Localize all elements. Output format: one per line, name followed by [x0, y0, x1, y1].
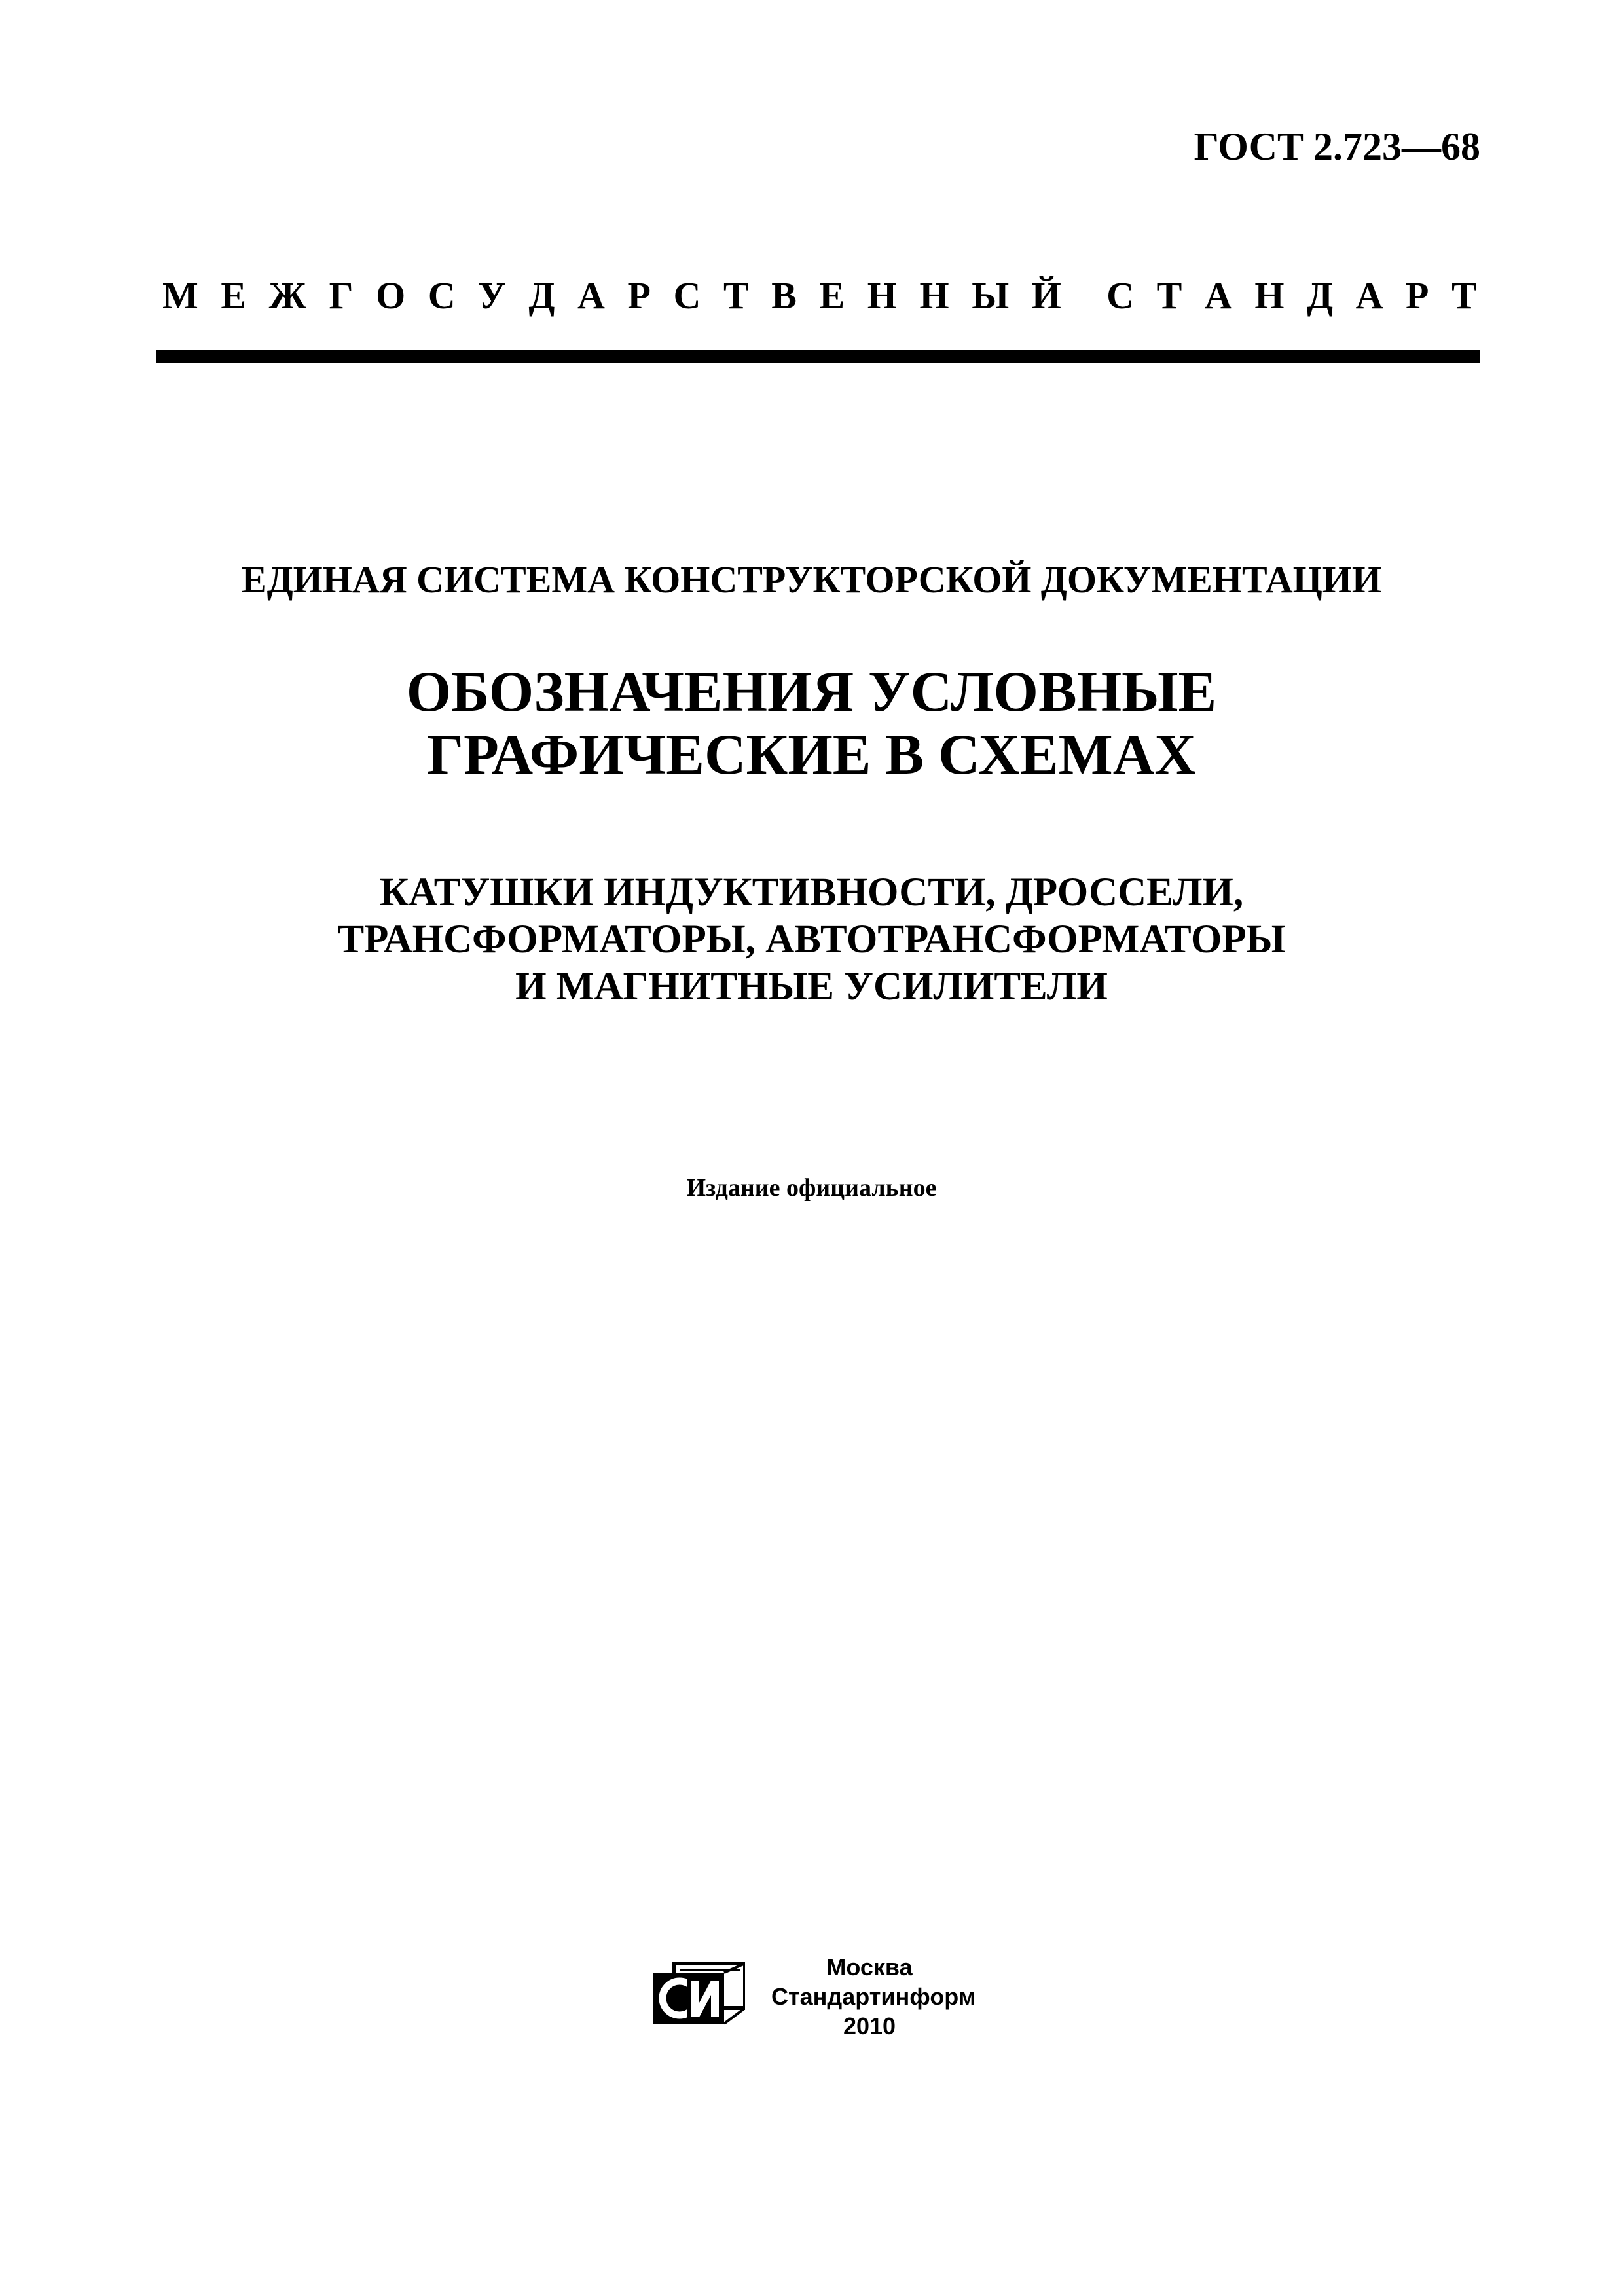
standard-type-letter: Т — [1156, 274, 1182, 317]
standard-type-letter: Н — [867, 274, 897, 317]
standard-type-letter: Т — [1451, 274, 1477, 317]
publisher-name: Стандартинформ — [771, 1983, 976, 2010]
standard-type-letter: Ы — [972, 274, 1010, 317]
standard-type-letter: Е — [819, 274, 845, 317]
standard-type-letter: В — [771, 274, 797, 317]
standard-type-letter: М — [162, 274, 198, 317]
main-title — [0, 661, 1623, 787]
standard-type-letter: А — [1204, 274, 1232, 317]
subtitle — [0, 869, 1623, 1011]
standard-type-letter: Т — [723, 274, 749, 317]
subtitle-line: ТРАНСФОРМАТОРЫ, АВТОТРАНСФОРМАТОРЫ — [337, 918, 1286, 961]
standard-type-letter: Й — [1031, 274, 1061, 317]
publisher-block — [771, 1952, 976, 2041]
standard-type-letter: С — [673, 274, 701, 317]
publisher-year: 2010 — [843, 2013, 896, 2039]
standard-type-letter: А — [577, 274, 605, 317]
standard-type-letter: Р — [1406, 274, 1429, 317]
standard-type-letter: О — [376, 274, 406, 317]
standard-type-letter: С — [1106, 274, 1134, 317]
standard-type-letter: А — [1355, 274, 1383, 317]
header-rule — [156, 350, 1480, 363]
edition-label: Издание официальное — [686, 1174, 937, 1202]
standard-type-letter: Ж — [268, 274, 306, 317]
subtitle-line: И МАГНИТНЫЕ УСИЛИТЕЛИ — [515, 965, 1108, 1009]
main-title-line: ГРАФИЧЕСКИЕ В СХЕМАХ — [427, 723, 1196, 787]
standard-type-letter: Н — [919, 274, 949, 317]
standard-type-letter: У — [478, 274, 506, 317]
system-title: ЕДИНАЯ СИСТЕМА КОНСТРУКТОРСКОЙ ДОКУМЕНТАЦИИ — [242, 558, 1381, 601]
standard-type-letter: С — [428, 274, 456, 317]
standard-type-letter: Р — [627, 274, 651, 317]
document-number: ГОСТ 2.723—68 — [1194, 125, 1480, 168]
standard-type — [162, 274, 1477, 317]
subtitle-line: КАТУШКИ ИНДУКТИВНОСТИ, ДРОССЕЛИ, — [379, 870, 1244, 914]
standard-type-letter: Н — [1254, 274, 1285, 317]
publisher-city: Москва — [826, 1954, 913, 1981]
standard-type-letter: Д — [528, 274, 555, 317]
standard-type-letter: Г — [329, 274, 354, 317]
standard-type-letter: Е — [221, 274, 247, 317]
standard-type-letter: Д — [1307, 274, 1333, 317]
main-title-line: ОБОЗНАЧЕНИЯ УСЛОВНЫЕ — [406, 660, 1217, 724]
standartinform-logo-icon — [651, 1961, 745, 2026]
